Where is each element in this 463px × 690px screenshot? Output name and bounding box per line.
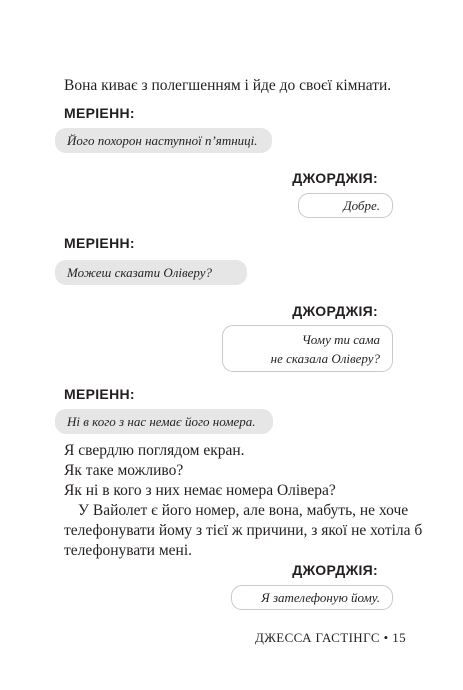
message-text-line: не сказала Оліверу?: [270, 350, 380, 366]
incoming-message-bubble: [55, 409, 273, 434]
paragraph-line: Як таке можливо?: [64, 462, 184, 479]
speaker-label: МЕРІЕНН:: [64, 386, 135, 402]
paragraph-line: Як ні в кого з них немає номера Олівера?: [64, 482, 336, 499]
incoming-message-bubble: [55, 260, 247, 285]
speaker-label: МЕРІЕНН:: [64, 235, 135, 251]
paragraph-intro: Вона киває з полегшенням і йде до своєї кімнати.: [64, 77, 392, 94]
page-number: 15: [392, 630, 406, 645]
message-text: Ні в кого з нас немає його номера.: [67, 414, 256, 429]
footer-separator: •: [383, 630, 389, 645]
paragraph-line: У Вайолет є його номер, але вона, мабуть, не хоче: [78, 502, 409, 519]
paragraph-line: телефонувати мені.: [64, 542, 192, 559]
message-text: Добре.: [343, 198, 380, 213]
message-text: Я зателефоную йому.: [261, 590, 380, 605]
paragraph-line: Я свердлю поглядом екран.: [64, 442, 245, 459]
speaker-label: МЕРІЕНН:: [64, 105, 135, 121]
outgoing-message-bubble: [298, 193, 393, 218]
speaker-label: ДЖОРДЖІЯ:: [292, 562, 378, 578]
incoming-message-bubble: [55, 128, 272, 153]
outgoing-message-bubble: [222, 325, 393, 372]
message-text: Його похорон наступної п’ятниці.: [67, 133, 258, 148]
paragraph-line: телефонувати йому з тієї ж причини, з якої не хотіла б: [64, 522, 423, 539]
author-name: ДЖЕССА ГАСТІНГС: [254, 630, 380, 645]
message-text-line: Чому ти сама: [301, 331, 380, 347]
running-footer: [255, 630, 406, 646]
speaker-label: ДЖОРДЖІЯ:: [292, 170, 378, 186]
speaker-label: ДЖОРДЖІЯ:: [292, 303, 378, 319]
message-text-block: [271, 330, 380, 368]
outgoing-message-bubble: [231, 585, 393, 610]
message-text: Можеш сказати Оліверу?: [67, 265, 212, 280]
